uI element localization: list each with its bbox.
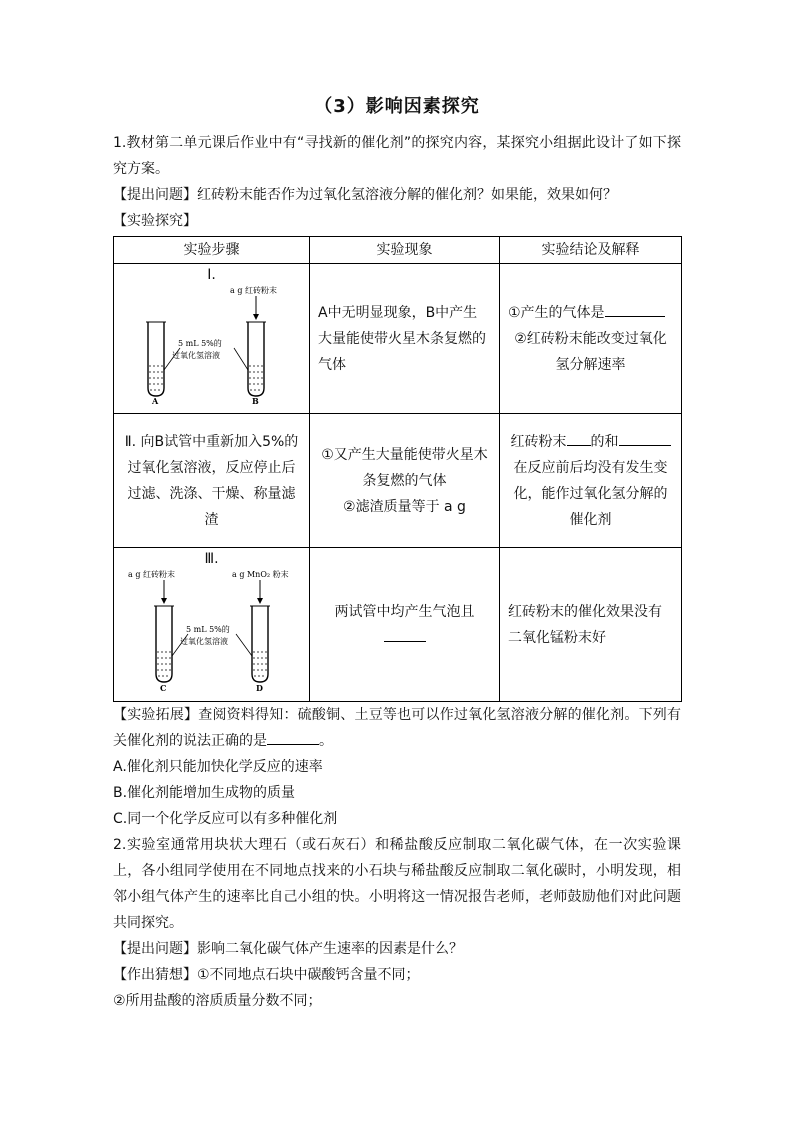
experiment-table bbox=[113, 236, 682, 702]
q2-guess-1-text: ①不同地点石块中碳酸钙含量不同； bbox=[197, 967, 420, 983]
pointer-line-b-icon bbox=[234, 348, 248, 370]
answer-blank[interactable] bbox=[267, 730, 319, 745]
option-a: A.催化剂只能加快化学反应的速率 bbox=[113, 759, 323, 775]
row3-conclusion: 红砖粉末的催化效果没有二氧化锰粉末好 bbox=[500, 548, 682, 702]
diagram-ab-solution-2: 过氧化氢溶液 bbox=[172, 351, 220, 360]
row2-phenomenon-1: ①又产生大量能使带火星木条复燃的气体 bbox=[321, 446, 488, 489]
pointer-line-d-icon bbox=[236, 634, 252, 656]
diagram-ab-powder: a g 红砖粉末 bbox=[230, 286, 277, 295]
arrowhead-c-icon bbox=[161, 598, 167, 604]
q2-question-label: 【提出问题】 bbox=[113, 941, 197, 957]
test-tube-c-icon bbox=[154, 606, 174, 682]
table-row bbox=[114, 414, 682, 548]
q1-extension bbox=[113, 702, 681, 754]
row2-step: Ⅱ. 向B试管中重新加入5%的过氧化氢溶液，反应停止后过滤、洗涤、干燥、称量滤渣 bbox=[114, 414, 310, 548]
row1-step-cell bbox=[114, 264, 310, 414]
row1-conclusion-2: ②红砖粉末能改变过氧化氢分解速率 bbox=[514, 330, 667, 373]
diagram-cd-solution-2: 过氧化氢溶液 bbox=[180, 637, 228, 646]
row3-phenomenon: 两试管中均产生气泡且 bbox=[334, 603, 475, 620]
test-tube-d-icon bbox=[250, 606, 270, 682]
row3-step-label: Ⅲ. bbox=[204, 551, 219, 567]
row3-phenomenon-cell bbox=[310, 548, 500, 702]
q2-intro: 2.实验室通常用块状大理石（或石灰石）和稀盐酸反应制取二氧化碳气体，在一次实验课上，各小组同学使用在不同地点找来的小石块与稀盐酸反应制取二氧化碳时，小明发现，相邻小组气体产生的速率比自己小组的快。小明将这一情况报告老师，老师鼓励他们对此问题共同探究。 bbox=[113, 837, 681, 931]
row1-conclusion-1 bbox=[508, 300, 673, 326]
test-tube-b-icon bbox=[246, 322, 266, 396]
q1-question-text: 红砖粉末能否作为过氧化氢溶液分解的催化剂？如果能，效果如何？ bbox=[197, 187, 617, 203]
row1-phenomenon: A中无明显现象，B中产生大量能使带火星木条复燃的气体 bbox=[310, 264, 500, 414]
row2-conclusion-a: 红砖粉末 bbox=[510, 433, 567, 450]
diagram-label-d: D bbox=[256, 683, 263, 692]
diagram-cd-solution-1: 5 mL 5%的 bbox=[186, 625, 230, 634]
diagram-cd-powder-left: a g 红砖粉末 bbox=[128, 570, 175, 579]
worksheet-page bbox=[113, 92, 681, 1014]
row2-phenomenon-2: ②滤渣质量等于 a g bbox=[343, 498, 466, 515]
option-c: C.同一个化学反应可以有多种催化剂 bbox=[113, 811, 338, 827]
row2-phenomenon-cell bbox=[310, 414, 500, 548]
q1-explore-label: 【实验探究】 bbox=[113, 213, 197, 229]
test-tube-a-icon bbox=[146, 322, 166, 396]
q2-question bbox=[113, 936, 681, 962]
q1-extension-text: 查阅资料得知：硫酸铜、土豆等也可以作过氧化氢溶液分解的催化剂。下列有关催化剂的说法正确的是 bbox=[113, 707, 682, 749]
answer-blank[interactable] bbox=[567, 431, 591, 446]
row2-conclusion-c: 在反应前后均没有发生变化，能作过氧化氢分解的催化剂 bbox=[513, 459, 668, 528]
table-header-row bbox=[114, 237, 682, 264]
q1-extension-end: 。 bbox=[319, 733, 333, 749]
row1-conclusion-1-text: ①产生的气体是 bbox=[508, 304, 605, 321]
q1-extension-label: 【实验拓展】 bbox=[113, 707, 199, 723]
diagram-label-a: A bbox=[152, 396, 159, 404]
q1-question bbox=[113, 182, 681, 208]
diagram-cd-powder-right: a g MnO₂ 粉末 bbox=[232, 570, 289, 579]
q1-intro: 1.教材第二单元课后作业中有“寻找新的催化剂”的探究内容，某探究小组据此设计了如下探究方案。 bbox=[113, 135, 681, 177]
test-tubes-diagram-ab bbox=[114, 284, 308, 404]
diagram-label-b: B bbox=[252, 396, 259, 404]
answer-blank[interactable] bbox=[384, 627, 426, 642]
page-title: （3）影响因素探究 bbox=[314, 96, 480, 117]
header-conclusion: 实验结论及解释 bbox=[500, 237, 682, 264]
table-row bbox=[114, 264, 682, 414]
row2-conclusion-cell bbox=[500, 414, 682, 548]
q1-question-label: 【提出问题】 bbox=[113, 187, 197, 203]
q2-guess-2: ②所用盐酸的溶质质量分数不同； bbox=[113, 993, 322, 1009]
diagram-label-c: C bbox=[160, 683, 167, 692]
arrowhead-b-icon bbox=[253, 314, 259, 320]
row3-step-cell bbox=[114, 548, 310, 702]
row1-step-label: Ⅰ. bbox=[207, 267, 216, 283]
q2-question-text: 影响二氧化碳气体产生速率的因素是什么？ bbox=[197, 941, 463, 957]
header-phenomenon: 实验现象 bbox=[310, 237, 500, 264]
arrowhead-d-icon bbox=[257, 598, 263, 604]
row2-conclusion-b: 的和 bbox=[590, 433, 619, 450]
answer-blank[interactable] bbox=[619, 431, 671, 446]
header-steps: 实验步骤 bbox=[114, 237, 310, 264]
table-row bbox=[114, 548, 682, 702]
q2-guess-label: 【作出猜想】 bbox=[113, 967, 197, 983]
row1-conclusion-cell bbox=[500, 264, 682, 414]
option-b: B.催化剂能增加生成物的质量 bbox=[113, 785, 296, 801]
q2-guess-1 bbox=[113, 962, 681, 988]
diagram-ab-solution-1: 5 mL 5%的 bbox=[178, 339, 222, 348]
test-tubes-diagram-cd bbox=[114, 568, 308, 692]
answer-blank[interactable] bbox=[605, 302, 665, 317]
